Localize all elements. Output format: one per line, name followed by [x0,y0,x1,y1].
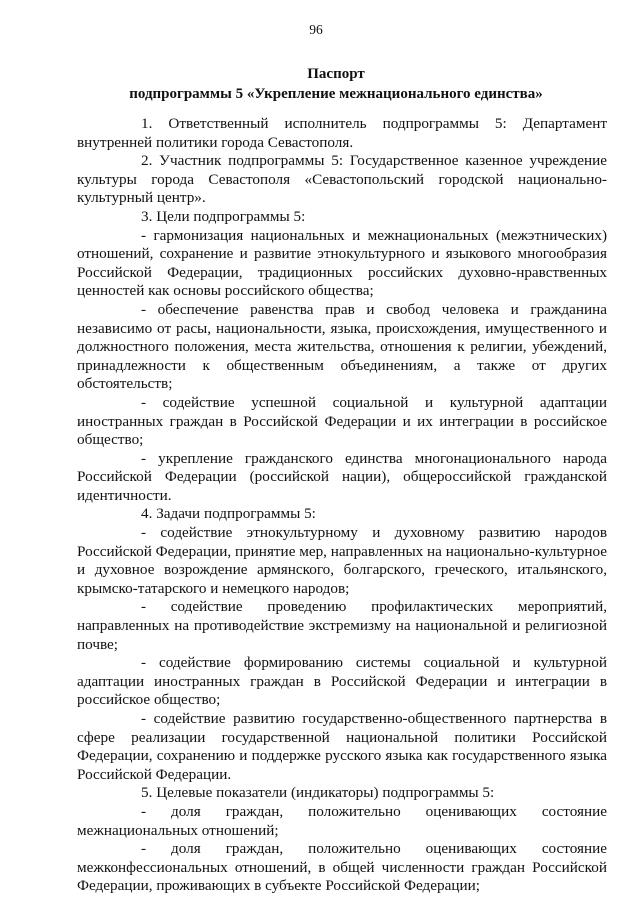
heading-subtitle: подпрограммы 5 «Укрепление межнационального единства» [129,86,543,102]
passport-heading [60,64,612,104]
paragraph-indicator-item: - доля граждан, положительно оценивающих состояние межконфессиональных отношений, в общей численности граждан Российской Федерации, проживающих в субъекте Российской Федерации; [77,840,607,895]
paragraph-task-item: - содействие этнокультурному и духовному развитию народов Российской Федерации, принятие мер, направленных на национально-культурное и духовное возрождение армянского, болгарского, греческого, итальянского, крымско-татарского и немецкого народов; [77,524,607,597]
paragraph-indicator-item: - доля граждан, положительно оценивающих состояние межнациональных отношений; [77,802,607,839]
paragraph-task-item: - содействие развитию государственно-общественного партнерства в сфере реализации государственной национальной политики Российской Федерации, сохранению и поддержке русского языка как государственного языка Российской Федерации. [77,710,607,783]
paragraph-goal-item: - гармонизация национальных и межнациональных (межэтнических) отношений, сохранение и развитие этнокультурного и языкового многообразия Российской Федерации, традиционных российских духовно-нравственных ценностей как основы российского общества; [77,226,607,300]
page-number: 96 [309,22,323,37]
paragraph-indicators-heading: 5. Целевые показатели (индикаторы) подпрограммы 5: [141,784,495,802]
paragraph-task-item: - содействие проведению профилактических мероприятий, направленных на противодействие экстремизму на национальной и религиозной почве; [77,598,607,653]
paragraph-goal-item: - укрепление гражданского единства многонационального народа Российской Федерации (российской нации), общероссийской гражданской идентичности. [77,449,607,504]
paragraph-responsible-executor: 1. Ответственный исполнитель подпрограммы 5: Департамент внутренней политики города Севастополя. [77,115,607,151]
paragraph-goal-item: - обеспечение равенства прав и свобод человека и гражданина независимо от расы, национальности, языка, происхождения, имущественного и должностного положения, места жительства, отношения к религии, убеждений, принадлежности к общественным объединениям, а также от других обстоятельств; [77,300,607,393]
paragraph-task-item: - содействие формированию системы социальной и культурной адаптации иностранных граждан в Российской Федерации и интеграции в российское общество; [77,654,607,709]
paragraph-tasks-heading: 4. Задачи подпрограммы 5: [141,505,316,523]
paragraph-participant: 2. Участник подпрограммы 5: Государственное казенное учреждение культуры города Севастополя «Севастопольский городской национально-культурный центр». [77,152,607,207]
document-body [77,115,607,896]
heading-title: Паспорт [307,66,365,82]
paragraph-goals-heading: 3. Цели подпрограммы 5: [141,207,306,225]
paragraph-goal-item: - содействие успешной социальной и культурной адаптации иностранных граждан в Российской Федерации и их интеграции в российское общество; [77,393,607,449]
